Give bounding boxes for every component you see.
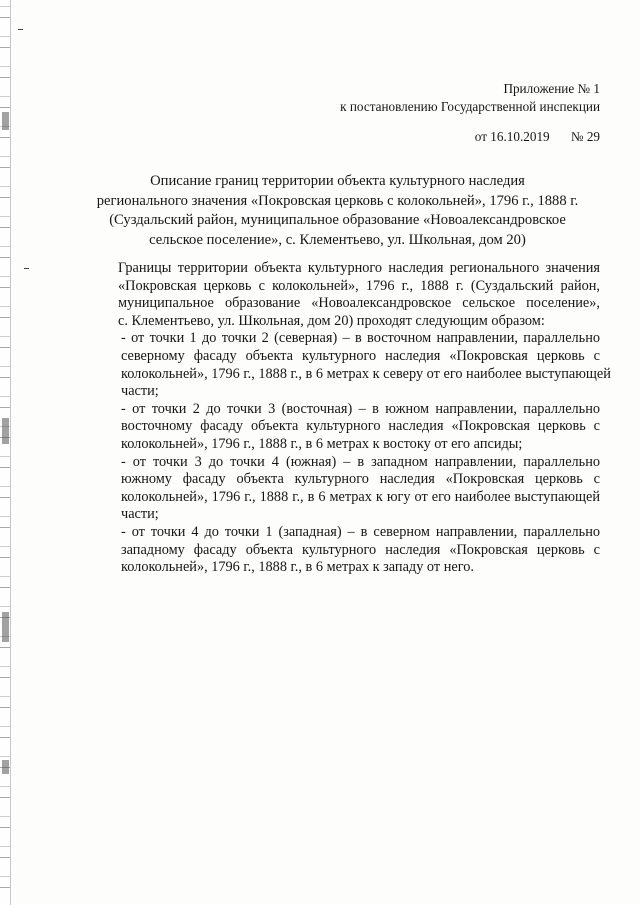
document-number: 29 — [586, 129, 600, 144]
scan-dash-mark — [24, 268, 29, 269]
text-line: «Покровская церковь с колокольней», 1796 г., 1888 г. (Суздальский район, — [118, 277, 600, 294]
text-line: колокольней», 1796 г., 1888 г., в 6 метрах к востоку от его апсиды; — [121, 435, 523, 452]
text-line: колокольней», 1796 г., 1888 г., в 6 метрах к западу от него. — [121, 559, 474, 576]
scan-edge-line — [10, 0, 11, 905]
text-line: северному фасаду объекта культурного наследия «Покровская церковь с — [121, 347, 600, 364]
document-date: 16.10.2019 — [490, 129, 550, 144]
boundary-segment-west — [86, 524, 600, 577]
text-line: - от точки 2 до точки 3 (восточная) – в южном направлении, параллельно — [121, 400, 600, 417]
text-line: южному фасаду объекта культурного наследия «Покровская церковь с — [121, 471, 600, 488]
appendix-reference: к постановлению Государственной инспекции — [340, 99, 600, 114]
text-line: с. Клементьево, ул. Школьная, дом 20) проходят следующим образом: — [118, 312, 545, 329]
text-line: - от точки 3 до точки 4 (южная) – в западном направлении, параллельно — [121, 453, 600, 470]
title-line: регионального значения «Покровская церковь с колокольней», 1796 г., 1888 г. — [96, 192, 579, 209]
date-prefix: от — [474, 129, 487, 144]
text-line: колокольней», 1796 г., 1888 г., в 6 метрах к северу от его наиболее выступающей — [121, 365, 611, 382]
text-line: - от точки 1 до точки 2 (северная) – в восточном направлении, параллельно — [121, 330, 600, 347]
text-line: западному фасаду объекта культурного наследия «Покровская церковь с — [121, 541, 600, 558]
scan-dash-mark — [18, 29, 23, 30]
text-line: муниципальное образование «Новоалександровское сельское поселение», — [118, 295, 600, 312]
text-line: - от точки 4 до точки 1 (западная) – в северном направлении, параллельно — [121, 523, 600, 540]
scan-edge-mark — [2, 612, 9, 642]
intro-paragraph — [86, 260, 600, 330]
scan-edge-mark — [2, 760, 9, 774]
text-line: Границы территории объекта культурного наследия регионального значения — [118, 260, 600, 276]
title-line: Описание границ территории объекта культурного наследия — [150, 173, 525, 189]
scan-edge-mark — [2, 112, 9, 130]
document-title — [60, 172, 615, 250]
boundary-segment-south — [86, 454, 600, 524]
boundary-segment-east — [86, 401, 600, 454]
document-body — [86, 260, 611, 577]
text-line: части; — [121, 383, 159, 400]
document-date-number — [475, 128, 600, 146]
title-line: сельское поселение», с. Клементьево, ул. Школьная, дом 20) — [149, 231, 526, 248]
text-line: колокольней», 1796 г., 1888 г., в 6 метрах к югу от его наиболее выступающей — [121, 488, 600, 505]
title-line: (Суздальский район, муниципальное образование «Новоалександровское — [109, 212, 566, 228]
boundary-segment-north — [86, 330, 611, 400]
number-label: № — [570, 129, 584, 144]
text-line: восточному фасаду объекта культурного наследия «Покровская церковь с — [121, 418, 600, 435]
appendix-label: Приложение № 1 — [503, 81, 600, 96]
text-line: части; — [121, 506, 159, 523]
scan-edge-mark — [2, 418, 9, 444]
